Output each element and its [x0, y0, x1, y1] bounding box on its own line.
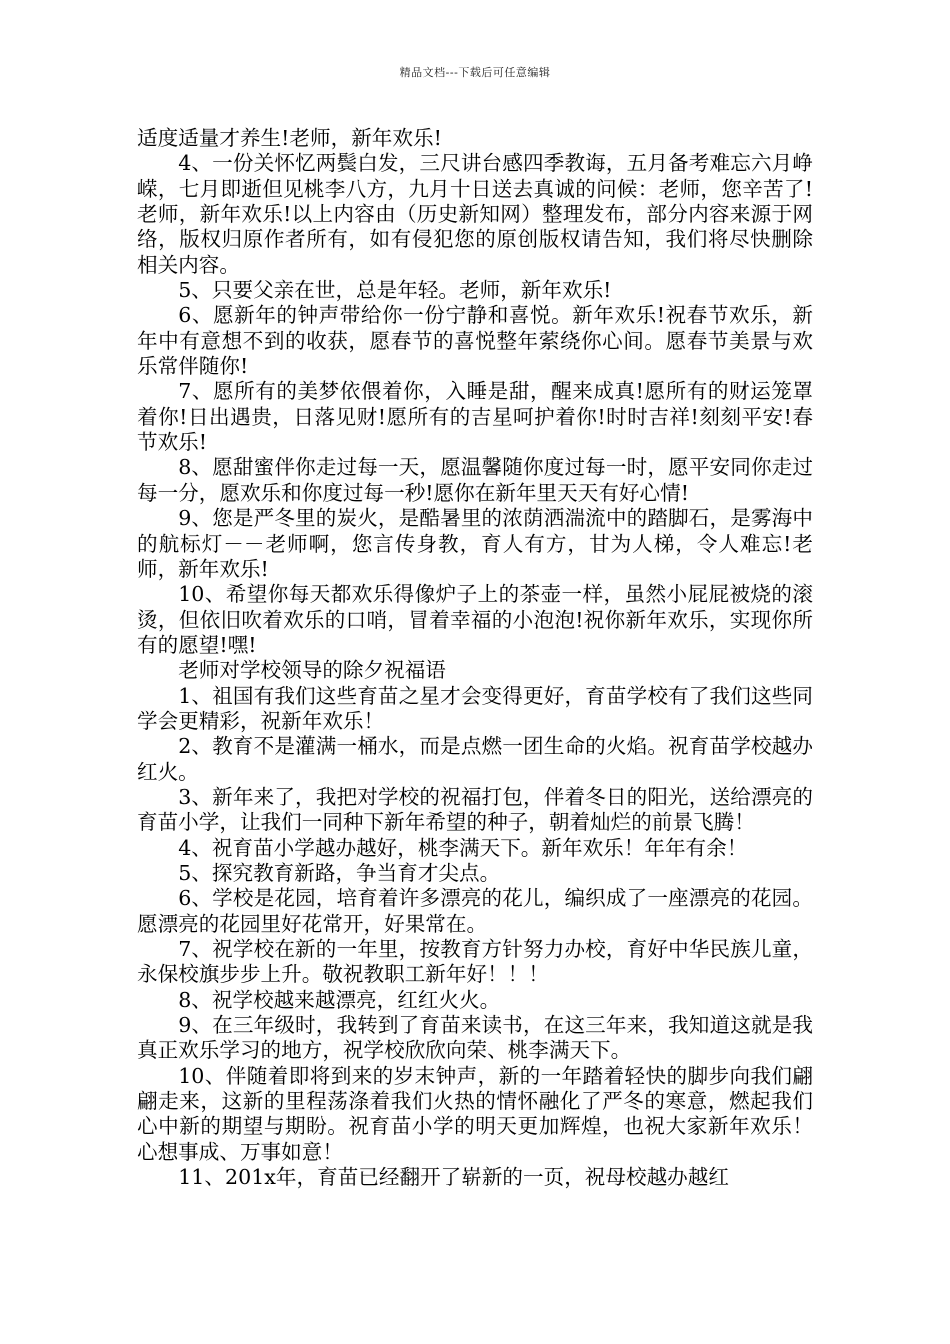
paragraph: 10、希望你每天都欢乐得像炉子上的茶壶一样，虽然小屁屁被烧的滚烫，但依旧吹着欢乐的口哨，冒着幸福的小泡泡!祝你新年欢乐，实现你所有的愿望!嘿! — [137, 582, 813, 657]
paragraph: 11、201x年，育苗已经翻开了崭新的一页，祝母校越办越红 — [178, 1165, 729, 1190]
paragraph: 2、教育不是灌满一桶水，而是点燃一团生命的火焰。祝育苗学校越办红火。 — [137, 734, 813, 784]
paragraph: 9、您是严冬里的炭火，是酷暑里的浓荫洒湍流中的踏脚石，是雾海中的航标灯－－老师啊，您言传身教，育人有方，甘为人梯，令人难忘!老师，新年欢乐! — [137, 506, 813, 581]
page-header: 精品文档---下载后可任意编辑 — [399, 66, 551, 79]
paragraph: 1、祖国有我们这些育苗之星才会变得更好，育苗学校有了我们这些同学会更精彩，祝新年欢乐！ — [137, 683, 813, 733]
paragraph: 8、愿甜蜜伴你走过每一天，愿温馨随你度过每一时，愿平安同你走过每一分，愿欢乐和你度过每一秒!愿你在新年里天天有好心情! — [137, 455, 813, 505]
paragraph: 4、一份关怀忆两鬓白发，三尺讲台感四季教诲，五月备考难忘六月峥嵘，七月即逝但见桃李八方，九月十日送去真诚的问候：老师，您辛苦了!老师，新年欢乐!以上内容由（历史新知网）整理发布，部分内容来源于网络，版权归原作者所有，如有侵犯您的原创版权请告知，我们将尽快删除相关内容。 — [137, 151, 813, 277]
paragraph: 5、只要父亲在世，总是年轻。老师，新年欢乐! — [178, 278, 612, 303]
document-body — [137, 126, 813, 1190]
paragraph: 5、探究教育新路，争当育才尖点。 — [178, 860, 501, 885]
paragraph: 10、伴随着即将到来的岁末钟声，新的一年踏着轻快的脚步向我们翩翩走来，这新的里程荡涤着我们火热的情怀融化了严冬的寒意，燃起我们心中新的期望与期盼。祝育苗小学的明天更加辉煌，也祝大家新年欢乐！心想事成、万事如意！ — [137, 1063, 813, 1164]
paragraph: 6、愿新年的钟声带给你一份宁静和喜悦。新年欢乐!祝春节欢乐，新年中有意想不到的收获，愿春节的喜悦整年萦绕你心间。愿春节美景与欢乐常伴随你! — [137, 303, 813, 379]
paragraph: 3、新年来了，我把对学校的祝福打包，伴着冬日的阳光，送给漂亮的育苗小学，让我们一同种下新年希望的种子，朝着灿烂的前景飞腾！ — [137, 784, 813, 835]
paragraph: 7、愿所有的美梦依偎着你，入睡是甜，醒来成真!愿所有的财运笼罩着你!日出遇贵，日落见财!愿所有的吉星呵护着你!时时吉祥!刻刻平安!春节欢乐! — [137, 379, 813, 455]
paragraph: 9、在三年级时，我转到了育苗来读书，在这三年来，我知道这就是我真正欢乐学习的地方，祝学校欣欣向荣、桃李满天下。 — [137, 1013, 813, 1063]
paragraph: 适度适量才养生!老师，新年欢乐! — [137, 126, 442, 150]
paragraph: 8、祝学校越来越漂亮，红红火火。 — [178, 987, 501, 1012]
paragraph: 6、学校是花园，培育着许多漂亮的花儿，编织成了一座漂亮的花园。愿漂亮的花园里好花常开，好果常在。 — [137, 886, 813, 936]
paragraph: 7、祝学校在新的一年里，按教育方针努力办校，育好中华民族儿童，永保校旗步步上升。敬祝教职工新年好！！！ — [137, 937, 813, 987]
paragraph: 4、祝育苗小学越办越好，桃李满天下。新年欢乐！年年有余！ — [178, 835, 748, 860]
section-heading: 老师对学校领导的除夕祝福语 — [178, 658, 446, 683]
